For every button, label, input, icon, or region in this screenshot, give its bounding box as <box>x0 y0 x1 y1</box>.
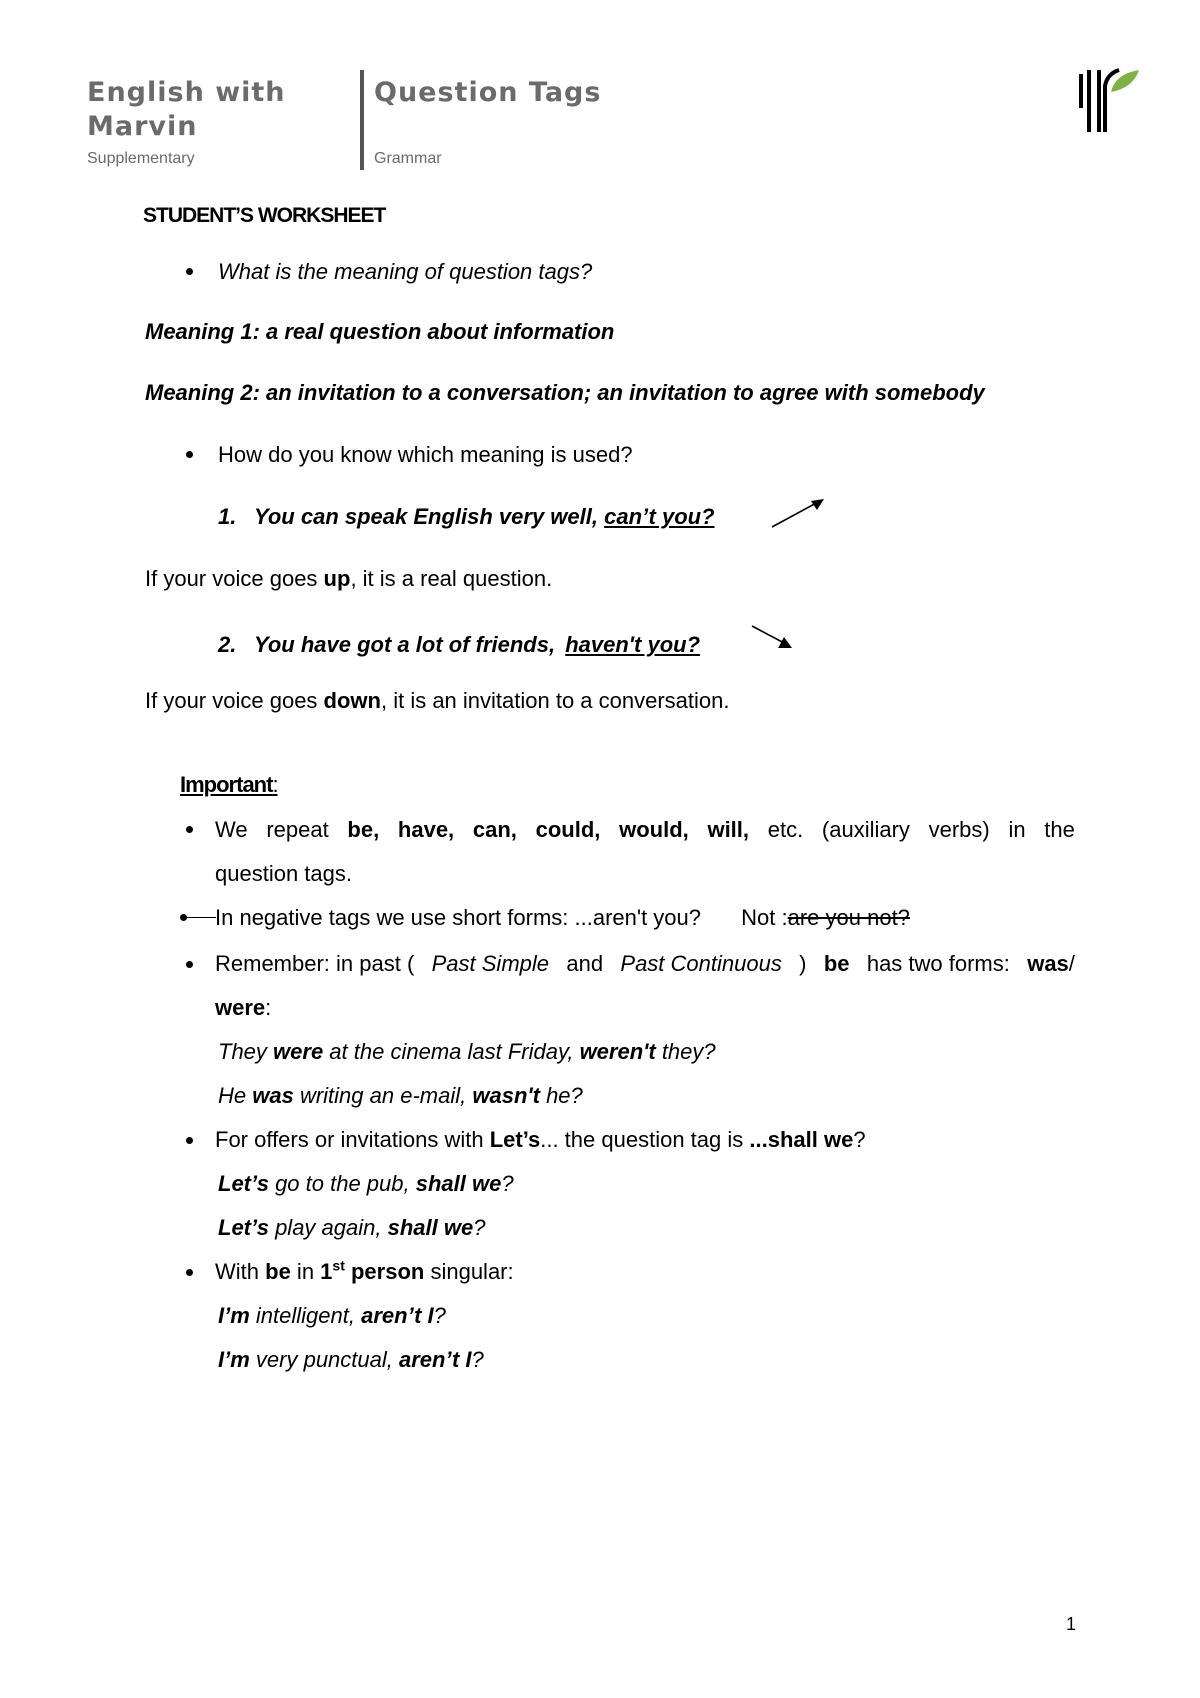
point-keyword: person <box>344 1259 425 1284</box>
point-text: For offers or invitations with <box>215 1127 490 1152</box>
word: can, <box>472 817 517 842</box>
word: (auxiliary <box>821 817 910 842</box>
header-topic-subtitle: Grammar <box>374 150 442 167</box>
point-text: / <box>1068 951 1075 976</box>
point-past-be-cont <box>215 994 271 1022</box>
point-keyword: ...shall we <box>749 1127 854 1152</box>
example-2-number: 2. <box>218 632 237 657</box>
ex-text: ? <box>471 1347 484 1372</box>
point-first-person <box>215 1258 514 1286</box>
bullet-connector <box>186 917 216 918</box>
note-text: If your voice goes <box>145 566 324 591</box>
example-2-tag: haven't you? <box>565 632 701 657</box>
point-auxiliary-verbs-cont: question tags. <box>215 861 352 886</box>
ex-text: ? <box>473 1215 486 1240</box>
ex-keyword: was <box>252 1083 294 1108</box>
header-topic-title: Question Tags <box>374 77 602 108</box>
point-text: Remember: in past ( <box>215 951 415 976</box>
header-brand-subtitle: Supplementary <box>87 150 195 167</box>
ex-text: he? <box>539 1083 583 1108</box>
note-text: , it is an invitation to a conversation. <box>380 688 730 713</box>
point-text: With <box>215 1259 266 1284</box>
point-text: Not : <box>741 905 788 930</box>
point-text: singular: <box>424 1259 514 1284</box>
example-1-explanation <box>145 565 552 593</box>
point-keyword: Let’s <box>489 1127 541 1152</box>
note-keyword: down <box>323 688 381 713</box>
word: could, <box>535 817 601 842</box>
point-text: ... the question tag is <box>540 1127 750 1152</box>
question-which-meaning: How do you know which meaning is used? <box>218 442 633 467</box>
worksheet-heading: STUDENT’S WORKSHEET <box>143 204 386 227</box>
important-heading <box>180 771 278 799</box>
header-brand-title <box>87 76 286 144</box>
ex-keyword: I’m <box>218 1303 250 1328</box>
ex-keyword: Let’s <box>218 1215 269 1240</box>
word: have, <box>397 817 455 842</box>
brand-line-2: Marvin <box>87 111 198 142</box>
bullet <box>186 451 193 458</box>
point-past-be <box>215 950 1075 978</box>
note-text: If your voice goes <box>145 688 324 713</box>
point-keyword: be <box>823 951 850 976</box>
ex-keyword: wasn't <box>472 1083 540 1108</box>
example-1-text: You can speak English very well, <box>254 504 598 529</box>
point-keyword: were <box>215 995 266 1020</box>
leaf-logo-icon <box>1075 66 1145 134</box>
ex-text: go to the pub, <box>268 1171 416 1196</box>
important-colon: : <box>272 772 278 797</box>
point-text: Past Continuous <box>620 951 782 976</box>
point-keyword: be <box>265 1259 291 1284</box>
example-2-text: You have got a lot of friends, <box>254 632 556 657</box>
word: the <box>1044 817 1075 842</box>
ex-text: they? <box>655 1039 716 1064</box>
ex-text: He <box>218 1083 253 1108</box>
important-title: Important <box>180 772 273 797</box>
example-was <box>218 1082 583 1110</box>
ex-text: very punctual, <box>249 1347 399 1372</box>
page-number: 1 <box>1066 1614 1077 1634</box>
bullet <box>186 1269 193 1276</box>
ex-keyword: shall we <box>415 1171 502 1196</box>
note-keyword: up <box>323 566 351 591</box>
ex-text: They <box>218 1039 274 1064</box>
note-text: , it is a real question. <box>350 566 553 591</box>
ex-keyword: aren’t I <box>398 1347 472 1372</box>
header-divider <box>360 70 364 170</box>
ex-keyword: Let’s <box>218 1171 269 1196</box>
point-text: and <box>566 951 604 976</box>
ex-keyword: were <box>273 1039 324 1064</box>
bullet <box>186 1137 193 1144</box>
point-text: In negative tags we use short forms: ...aren't you? <box>215 905 702 930</box>
point-auxiliary-verbs <box>215 816 1075 844</box>
point-text: ? <box>853 1127 866 1152</box>
question-meaning: What is the meaning of question tags? <box>218 259 593 284</box>
point-lets <box>215 1126 866 1154</box>
example-intelligent <box>218 1302 446 1330</box>
word: be, <box>347 817 380 842</box>
example-1-tag: can’t you? <box>604 504 715 529</box>
ex-keyword: I’m <box>218 1347 250 1372</box>
example-1 <box>218 503 715 531</box>
bullet <box>186 826 193 833</box>
point-keyword: 1 <box>320 1259 333 1284</box>
ex-keyword: weren't <box>579 1039 656 1064</box>
ex-text: writing an e-mail, <box>293 1083 473 1108</box>
arrow-down-icon <box>750 624 794 652</box>
point-text: has two forms: <box>866 951 1010 976</box>
point-text: ) <box>799 951 807 976</box>
word: will, <box>707 817 750 842</box>
word: in <box>1008 817 1026 842</box>
example-punctual <box>218 1346 484 1374</box>
point-text: in <box>290 1259 321 1284</box>
example-2-explanation <box>145 687 730 715</box>
word: repeat <box>266 817 329 842</box>
brand-line-1: English with <box>87 77 286 108</box>
example-lets-play <box>218 1214 485 1242</box>
ex-text: at the cinema last Friday, <box>323 1039 580 1064</box>
point-text: : <box>265 995 272 1020</box>
word: We <box>215 817 248 842</box>
meaning-1: Meaning 1: a real question about information <box>145 319 615 344</box>
arrow-up-icon <box>770 496 826 530</box>
point-keyword: was <box>1027 951 1069 976</box>
point-superscript: st <box>332 1257 345 1274</box>
meaning-2: Meaning 2: an invitation to a conversation; an invitation to agree with somebody <box>145 380 985 405</box>
bullet <box>186 268 193 275</box>
ex-keyword: shall we <box>387 1215 474 1240</box>
struck-out-text: are you not? <box>787 905 910 930</box>
ex-keyword: aren’t I <box>361 1303 434 1328</box>
word: verbs) <box>928 817 990 842</box>
word: would, <box>619 817 689 842</box>
example-were <box>218 1038 716 1066</box>
point-short-forms <box>215 904 910 932</box>
example-2 <box>218 631 700 659</box>
ex-text: ? <box>433 1303 446 1328</box>
point-text: Past Simple <box>431 951 550 976</box>
bullet <box>186 961 193 968</box>
word: etc. <box>767 817 804 842</box>
example-lets-pub <box>218 1170 514 1198</box>
ex-text: ? <box>501 1171 514 1196</box>
example-1-number: 1. <box>218 504 237 529</box>
ex-text: play again, <box>268 1215 388 1240</box>
ex-text: intelligent, <box>249 1303 362 1328</box>
